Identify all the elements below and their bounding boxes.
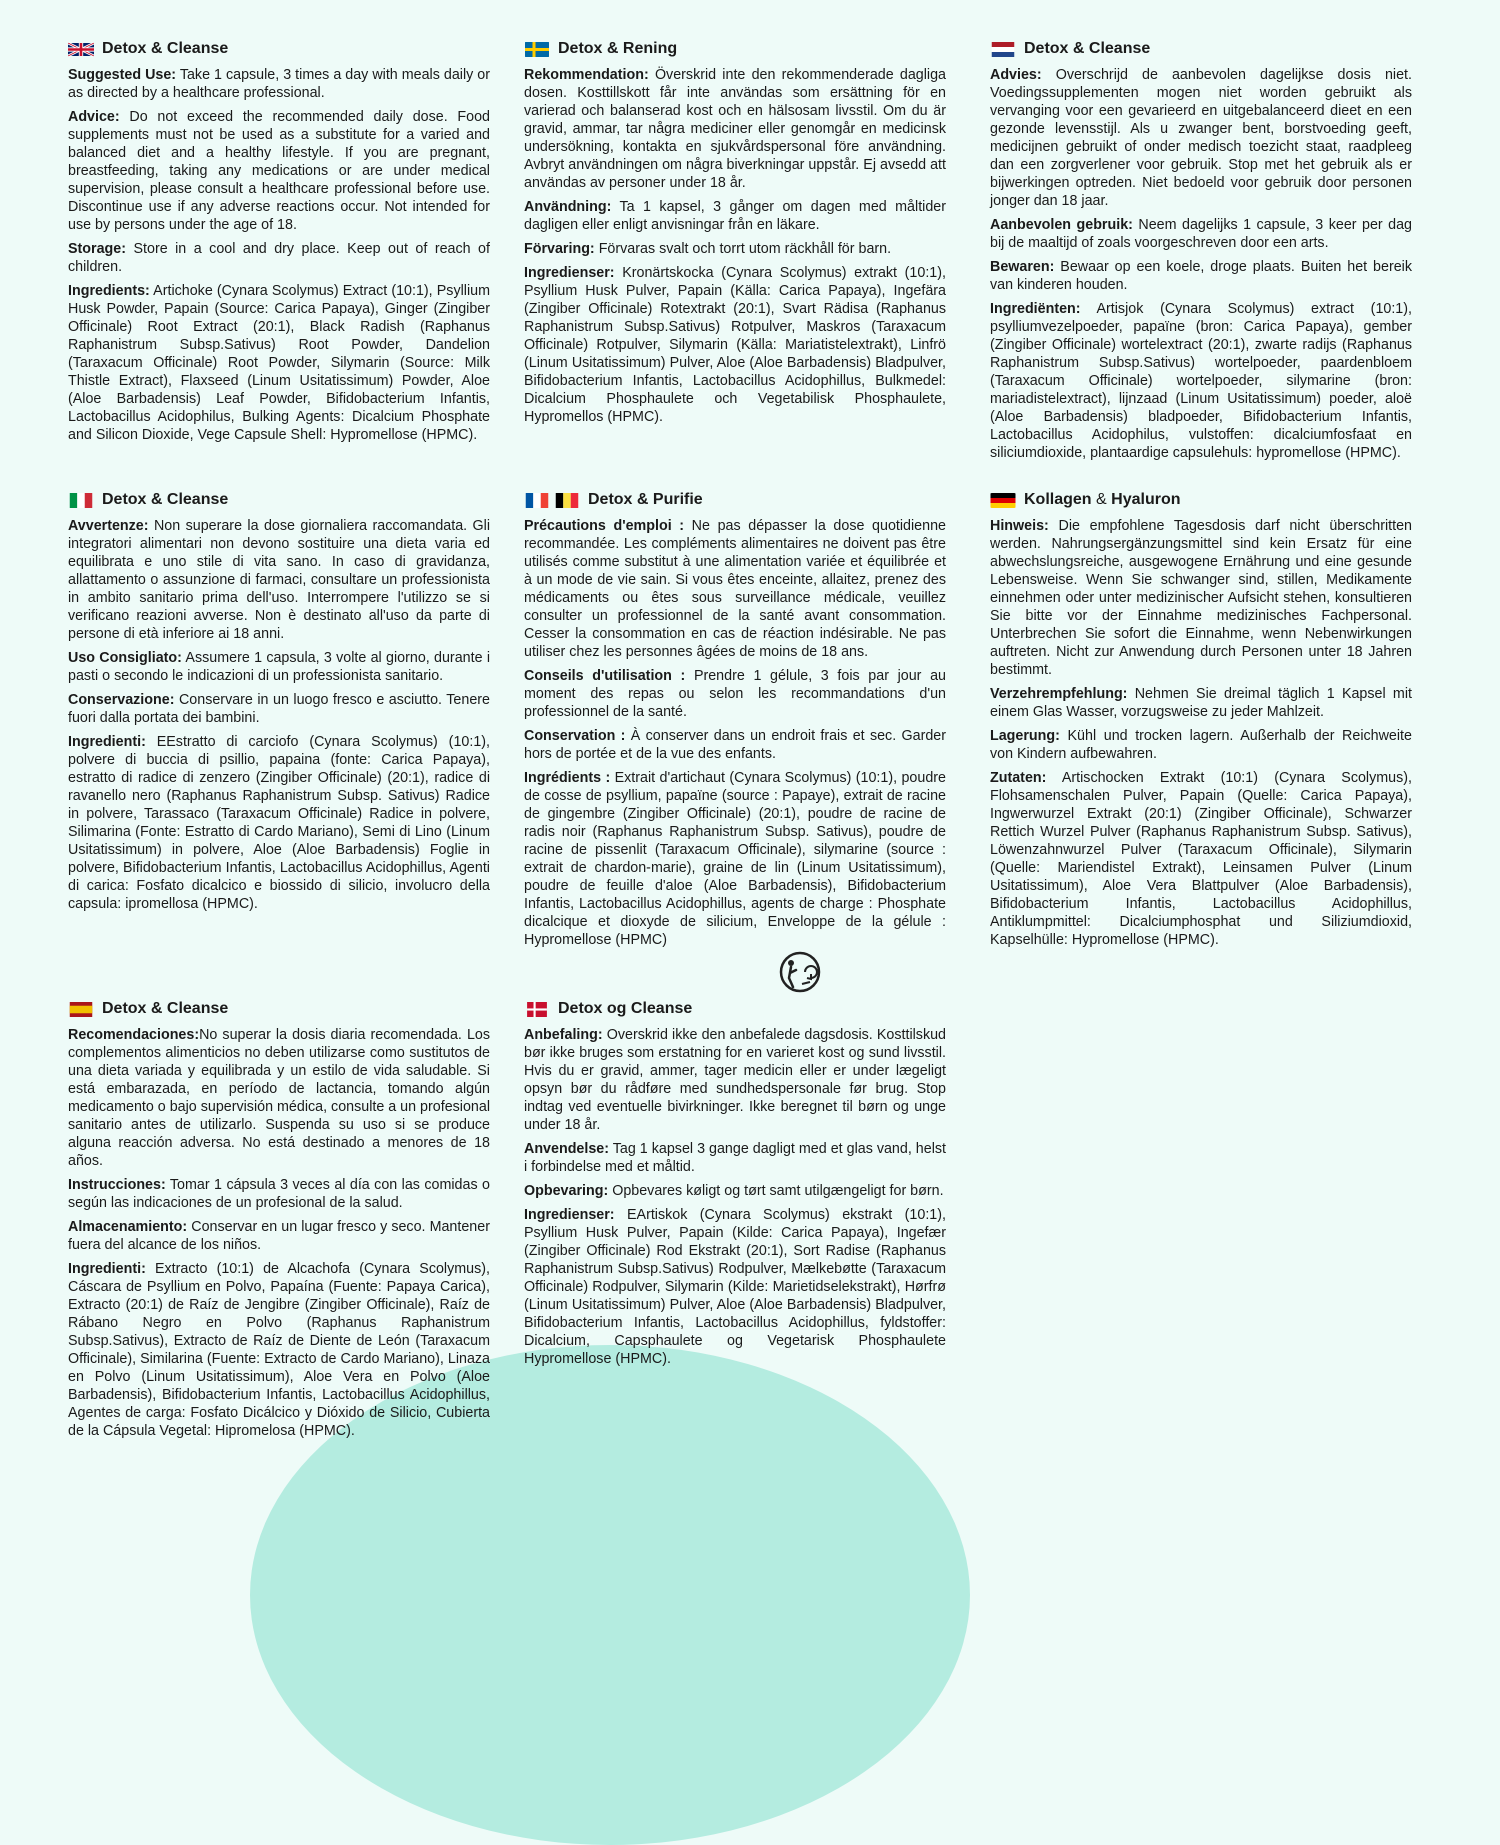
usage: Användning: Ta 1 kapsel, 3 gånger om dagen med måltider dagligen eller enligt anvisningar från en läkare. — [524, 199, 947, 233]
panel-da — [524, 1000, 946, 1374]
panel-title — [990, 491, 1412, 509]
ingredients: Ingredienser: EArtiskok (Cynara Scolymus) ekstrakt (10:1), Psyllium Husk Pulver, Papain (Kilde: Carica Papaya), Ingefær (Zingiber Officinale) Rod Ekstrakt (20:1), Sort Radise (Raphanus Raphanistrum Subsp.Sativus) Rodpulver, Mælkebøtte (Taraxacum Officinale) Rodpulver, Silymarin (Kilde: Marietidselekstrakt), Hørfrø (Linum Usitatissimum) Pulver, Aloe (Aloe Barbadensis) Bladpulver, Bifidobacterium Infantis, Lactobacillus Acidophillus, fyldstoffer: Dicalcium, Capsphaulete og Vegetarisk Phosphaulete Hypromellose (HPMC). — [524, 1207, 946, 1367]
triman-recycle-icon — [778, 950, 822, 994]
instructions: Instrucciones: Tomar 1 cápsula 3 veces al día con las comidas o según las indicaciones de un profesional de la salud. — [68, 1177, 490, 1211]
title-text: Detox & Purifie — [588, 491, 703, 508]
title-text: Detox & Cleanse — [102, 40, 229, 57]
title-text: Detox & Cleanse — [102, 491, 229, 508]
italy-flag-icon — [68, 493, 94, 508]
panel-title — [68, 1000, 490, 1018]
panel-sv — [524, 40, 946, 432]
panel-title — [68, 491, 490, 509]
panel-fr — [524, 491, 946, 955]
storage: Lagerung: Kühl und trocken lagern. Außerhalb der Reichweite von Kindern aufbewahren. — [990, 728, 1412, 762]
panel-title — [68, 40, 490, 58]
ingredients: Ingredienti: Extracto (10:1) de Alcachofa (Cynara Scolymus), Cáscara de Psyllium en Polvo, Papaína (Fuente: Papaya Carica), Extracto (20:1) de Raíz de Jengibre (Zingiber Officinale), Raíz de Rábano Negro en Polvo (Raphanus Raphanistrum Subsp.Sativus), Extracto de Raíz de Diente de León (Taraxacum Officinale), Similarina (Fuente: Extracto de Cardo Mariano), Linaza en Polvo (Linum Usitatissimum), Aloe Vera en Polvo (Aloe Barbadensis), Bifidobacterium Infantis, Lactobacillus Acidophillus, Agentes de carga: Fosfato Dicálcico y Dióxido de Silicio, Cubierta de la Cápsula Vegetal: Hipromelosa (HPMC). — [68, 1261, 490, 1439]
usage: Anvendelse: Tag 1 kapsel 3 gange dagligt med et glas vand, helst i forbindelse med et måltid. — [524, 1141, 947, 1175]
panel-title — [524, 1000, 946, 1018]
title-text: Detox & Cleanse — [102, 1000, 229, 1017]
panel-de — [990, 491, 1412, 955]
france-flag-icon — [524, 493, 550, 508]
germany-flag-icon — [990, 493, 1016, 508]
title-text: Kollagen — [1024, 491, 1092, 508]
belgium-flag-icon — [554, 493, 580, 508]
storage: Storage: Store in a cool and dry place. Keep out of reach of children. — [68, 241, 490, 275]
ingredients: Zutaten: Artischocken Extrakt (10:1) (Cynara Scolymus), Flohsamenschalen Pulver, Papain (Quelle: Carica Papaya), Ingwerwurzel Extrakt (20:1) (Zingiber Officinale), Schwarzer Rettich Wurzel Pulver (Raphanus Raphanistrum Subsp. Sativus), Löwenzahnwurzel Pulver (Taraxacum Officinale), Silymarin (Quelle: Mariendistel Extrakt), Leinsamen Pulver (Linum Usitatissimum), Aloe Vera Blattpulver (Aloe Barbadensis), Bifidobacterium Infantis, Lactobacillus Acidophillus, Antiklumpmittel: Dicalciumphosphat und Siliziumdioxid, Kapselhülle: Hypromellose (HPMC). — [990, 770, 1413, 948]
panel-title — [524, 40, 946, 58]
panel-title — [524, 491, 946, 509]
denmark-flag-icon — [524, 1002, 550, 1017]
recommendations: Recomendaciones:No superar la dosis diaria recomendada. Los complementos alimenticios no deben utilizarse como sustitutos de una dieta variada y equilibrada y un estilo de vida saludable. Si está embarazada, en período de lactancia, tomando algún medicamento o bajo supervisión médica, consulte a un profesional sanitario antes de utilizarlo. Suspenda su uso si se produce alguna reacción adversa. No está destinado a menores de 18 años. — [68, 1027, 491, 1169]
title-text: Detox & Rening — [558, 40, 678, 57]
suggested-use: Suggested Use: Take 1 capsule, 3 times a day with meals daily or as directed by a healthcare professional. — [68, 67, 490, 101]
panel-nl — [990, 40, 1412, 468]
title-ampersand: & — [1096, 491, 1107, 508]
spain-flag-icon — [68, 1002, 94, 1017]
recommended-use: Aanbevolen gebruik: Neem dagelijks 1 capsule, 3 keer per dag bij de maaltijd of zoals voorgeschreven door een arts. — [990, 217, 1412, 251]
panel-es — [68, 1000, 490, 1446]
title-text: Detox og Cleanse — [558, 1000, 693, 1017]
panel-title — [990, 40, 1412, 58]
title-text: Detox & Cleanse — [1024, 40, 1151, 57]
advice: Advies: Overschrijd de aanbevolen dagelijkse dosis niet. Voedingssupplementen mogen niet worden gebruikt als vervanging voor een gevarieerd en uitgebalanceerd dieet en een gezonde levensstijl. Als u zwanger bent, borstvoeding geeft, medicijnen gebruikt of onder medisch toezicht staat, raadpleeg dan een zorgverlener voor gebruik. Stop met het gebruik als er bijwerkingen optreden. Niet bedoeld voor gebruik door personen jonger dan 18 jaar. — [990, 67, 1412, 209]
storage: Conservazione: Conservare in un luogo fresco e asciutto. Tenere fuori dalla portata dei bambini. — [68, 692, 490, 726]
ingredients: Ingredienti: EEstratto di carciofo (Cynara Scolymus) (10:1), polvere di buccia di psillio, papaina (fonte: Carica Papaya), estratto di radice di zenzero (Zingiber Officinale) (20:1), radice di ravanello nero (Raphanus Raphanistrum Subsp. Sativus) Radice in polvere, Tarassaco (Taraxacum Officinale) Radice in polvere, Silimarina (Fonte: Estratto di Cardo Mariano), Semi di Lino (Linum Usitatissimum) in polvere, Aloe (Aloe Barbadensis) Foglie in polvere, Bifidobacterium Infantis, Lactobacillus Acidophillus, Agenti di carica: Fosfato dicalcico e biossido di silicio, involucro della capsula: ipromellosa (HPMC). — [68, 734, 491, 912]
panel-it — [68, 491, 490, 919]
notice: Hinweis: Die empfohlene Tagesdosis darf nicht überschritten werden. Nahrungsergänzungsmittel sind kein Ersatz für eine abwechslungsreiche, ausgewogene Ernährung und eine gesunde Lebensweise. Wenn Sie schwanger sind, stillen, Medikamente einnehmen oder unter medizinischer Aufsicht stehen, konsultieren Sie bitte vor der Einnahme medizinisches Fachpersonal. Unterbrechen Sie sofort die Einnahme, wenn Nebenwirkungen auftreten. Nicht zur Anwendung durch Personen unter 18 Jahren bestimmt. — [990, 518, 1412, 678]
storage: Almacenamiento: Conservar en un lugar fresco y seco. Mantener fuera del alcance de los niños. — [68, 1219, 490, 1253]
uk-flag-icon — [68, 42, 94, 57]
storage: Opbevaring: Opbevares køligt og tørt samt utilgængeligt for børn. — [524, 1183, 944, 1199]
netherlands-flag-icon — [990, 42, 1016, 57]
recommended-use: Verzehrempfehlung: Nehmen Sie dreimal täglich 1 Kapsel mit einem Glas Wasser, vorzugsweise zu jeder Mahlzeit. — [990, 686, 1412, 720]
ingredients: Ingrediënten: Artisjok (Cynara Scolymus) extract (10:1), psylliumvezelpoeder, papaïne (bron: Carica Papaya), gember (Zingiber Officinale) wortelextract (20:1), zwarte radijs (Raphanus Raphanistrum Subsp.Sativus) wortelpoeder, paardenbloem (Taraxacum Officinale) wortelpoeder, silymarine (bron: mariadistelextract), lijnzaad (Linum Usitatissimum) poeder, aloë (Aloe Barbadensis) bladpoeder, Bifidobacterium Infantis, Lactobacillus Acidophilus, vulstoffen: dicalciumfosfaat en siliciumdioxide, plantaardige capsulehuls: hypromellose (HPMC). — [990, 301, 1412, 461]
ingredients: Ingrédients : Extrait d'artichaut (Cynara Scolymus) (10:1), poudre de cosse de psyllium, papaïne (source : Papaye), extrait de racine de gingembre (Zingiber Officinale) (20:1), poudre de racine de radis noir (Raphanus Raphanistrum Subsp. Sativus), poudre de racine de pissenlit (Taraxacum Officinale), silymarine (source : extrait de chardon-marie), graine de lin (Linum Usitatissimum), poudre de feuille d'aloe (Aloe Barbadensis), Bifidobacterium Infantis, Lactobacillus Acidophillus, agents de charge : Phosphate dicalcique et dioxyde de silicium, Enveloppe de la gélule : Hypromellose (HPMC) — [524, 770, 946, 948]
recommendation: Rekommendation: Överskrid inte den rekommenderade dagliga dosen. Kosttillskott får inte användas som ersättning för en varierad och balanserad kost och en hälsosam livsstil. Om du är gravid, ammar, tar några mediciner eller genomgår en medicinsk undersökning, kontakta en sjukvårdspersonal före användning. Avbryt användningen om några biverkningar uppstår. Ej avsedd att användas av personer under 18 år. — [524, 67, 946, 191]
ingredients: Ingredienser: Kronärtskocka (Cynara Scolymus) extrakt (10:1), Psyllium Husk Pulver, Papain (Källa: Carica Papaya), Ingefära (Zingiber Officinale) Rotextrakt (20:1), Svart Rädisa (Raphanus Raphanistrum Subsp.Sativus) Rotpulver, Maskros (Taraxacum Officinale) Rotpulver, Silymarin (Källa: Mariatistelextrakt), Linfrö (Linum Usitatissimum) Pulver, Aloe (Aloe Barbadensis) Bladpulver, Bifidobacterium Infantis, Lactobacillus Acidophillus, Bulkmedel: Dicalcium Phosphaulete och Vegetabilisk Phosphaulete, Hypromellos (HPMC). — [524, 265, 946, 425]
title-text-2: Hyaluron — [1111, 491, 1181, 508]
advice: Advice: Do not exceed the recommended daily dose. Food supplements must not be used as a substitute for a varied and balanced diet and a healthy lifestyle. If you are pregnant, breastfeeding, taking any medications or are under medical supervision, please consult a healthcare professional before use. Discontinue use if any adverse reactions occur. Not intended for use by persons under the age of 18. — [68, 109, 490, 233]
precautions: Précautions d'emploi : Ne pas dépasser la dose quotidienne recommandée. Les compléments alimentaires ne doivent pas être utilisés comme substitut à une alimentation variée et équilibrée et à un mode de vie sain. Si vous êtes enceinte, allaitez, prenez des médicaments ou êtes sous surveillance médicale, veuillez consulter un professionnel de la santé avant consommation. Cesser la consommation en cas de réaction indésirable. Ne pas utiliser chez les personnes âgées de moins de 18 ans. — [524, 518, 946, 660]
ingredients: Ingredients: Artichoke (Cynara Scolymus) Extract (10:1), Psyllium Husk Powder, Papain (Source: Carica Papaya), Ginger (Zingiber Officinale) Root Extract (20:1), Black Radish (Raphanus Raphanistrum Subsp.Sativus) Root Powder, Dandelion (Taraxacum Officinale) Root Powder, Silymarin (Source: Milk Thistle Extract), Flaxseed (Linum Usitatissimum) Powder, Aloe (Aloe Barbadensis) Leaf Powder, Bifidobacterium Infantis, Lactobacillus Acidophilus, Bulking Agents: Dicalcium Phosphate and Silicon Dioxide, Vege Capsule Shell: Hypromellose (HPMC). — [68, 283, 490, 443]
warnings: Avvertenze: Non superare la dose giornaliera raccomandata. Gli integratori alimentari non devono sostituire una dieta varia ed equilibrata e uno stile di vita sano. In caso di gravidanza, allattamento o assunzione di farmaci, consultare un professionista in ambito sanitario prima dell'uso. Interrompere l'utilizzo se si verificano reazioni avverse. Non è destinato all'uso da parte di persone di età inferiore ai 18 anni. — [68, 518, 490, 642]
storage: Förvaring: Förvaras svalt och torrt utom räckhåll för barn. — [524, 241, 892, 257]
panel-en — [68, 40, 490, 450]
usage-advice: Conseils d'utilisation : Prendre 1 gélule, 3 fois par jour au moment des repas ou selon les recommandations d'un professionnel de la santé. — [524, 668, 946, 720]
storage: Conservation : À conserver dans un endroit frais et sec. Garder hors de portée et de la vue des enfants. — [524, 728, 947, 762]
recommended-use: Uso Consigliato: Assumere 1 capsula, 3 volte al giorno, durante i pasti o secondo le indicazioni di un professionista sanitario. — [68, 650, 490, 684]
recommendation: Anbefaling: Overskrid ikke den anbefalede dagsdosis. Kosttilskud bør ikke bruges som erstatning for en varieret kost og sund livsstil. Hvis du er gravid, ammer, tager medicin eller er under lægeligt opsyn bør du rådføre med sundhedspersonale før brug. Stop indtag ved eventuelle bivirkninger. Ikke beregnet til børn og unge under 18 år. — [524, 1027, 947, 1133]
sweden-flag-icon — [524, 42, 550, 57]
storage: Bewaren: Bewaar op een koele, droge plaats. Buiten het bereik van kinderen houden. — [990, 259, 1412, 293]
